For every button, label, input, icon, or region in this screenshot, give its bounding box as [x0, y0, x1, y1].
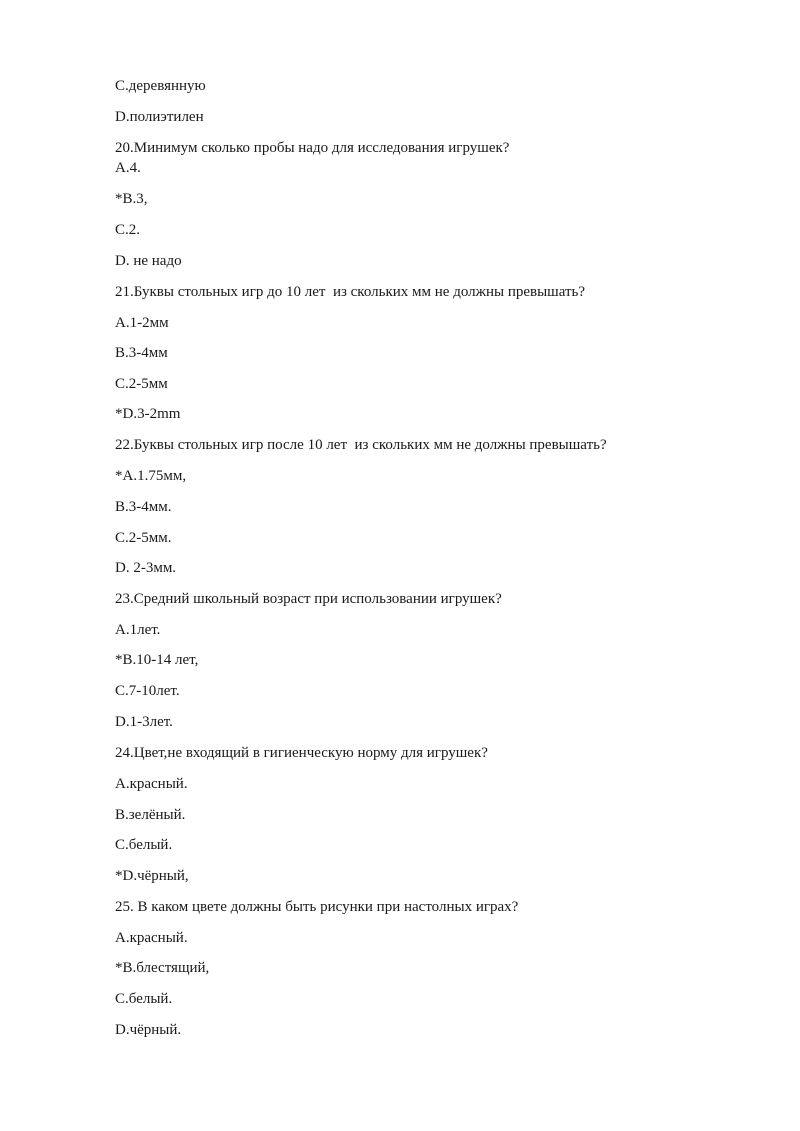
- option-d-q22: D. 2-3мм.: [115, 560, 177, 576]
- option-c-q19: C.деревянную: [115, 78, 206, 94]
- question-21: 21.Буквы стольных игр до 10 лет из скольких мм не должны превышать?: [115, 284, 586, 300]
- option-a-q22: *A.1.75мм,: [115, 468, 187, 484]
- option-b-q21: B.3-4мм: [115, 345, 168, 361]
- question-22: 22.Буквы стольных игр после 10 лет из скольких мм не должны превышать?: [115, 437, 607, 453]
- option-a-q24: A.красный.: [115, 776, 188, 792]
- option-c-q24: C.белый.: [115, 837, 173, 853]
- option-a-q21: A.1-2мм: [115, 315, 169, 331]
- option-b-q20: *B.3,: [115, 191, 148, 207]
- option-c-q22: C.2-5мм.: [115, 530, 172, 546]
- question-25: 25. В каком цвете должны быть рисунки при настолных играх?: [115, 899, 519, 915]
- option-c-q25: C.белый.: [115, 991, 173, 1007]
- option-b-q24: B.зелёный.: [115, 807, 186, 823]
- option-b-q23: *B.10-14 лет,: [115, 652, 199, 668]
- question-24: 24.Цвет,не входящий в гигиенческую норму для игрушек?: [115, 745, 488, 761]
- option-d-q21: *D.3-2mm: [115, 406, 181, 422]
- option-a-q23: A.1лет.: [115, 622, 161, 638]
- option-d-q20: D. не надо: [115, 253, 182, 269]
- option-d-q24: *D.чёрный,: [115, 868, 189, 884]
- option-c-q20: C.2.: [115, 222, 141, 238]
- question-20: 20.Минимум сколько пробы надо для исследования игрушек?: [115, 140, 510, 156]
- question-23: 23.Средний школьный возраст при использовании игрушек?: [115, 591, 502, 607]
- option-b-q22: B.3-4мм.: [115, 499, 172, 515]
- option-a-q25: A.красный.: [115, 930, 188, 946]
- option-d-q23: D.1-3лет.: [115, 714, 173, 730]
- option-d-q25: D.чёрный.: [115, 1022, 182, 1038]
- option-a-q20: A.4.: [115, 160, 141, 176]
- option-d-q19: D.полиэтилен: [115, 109, 204, 125]
- option-c-q21: C.2-5мм: [115, 376, 168, 392]
- option-c-q23: C.7-10лет.: [115, 683, 180, 699]
- option-b-q25: *B.блестящий,: [115, 960, 210, 976]
